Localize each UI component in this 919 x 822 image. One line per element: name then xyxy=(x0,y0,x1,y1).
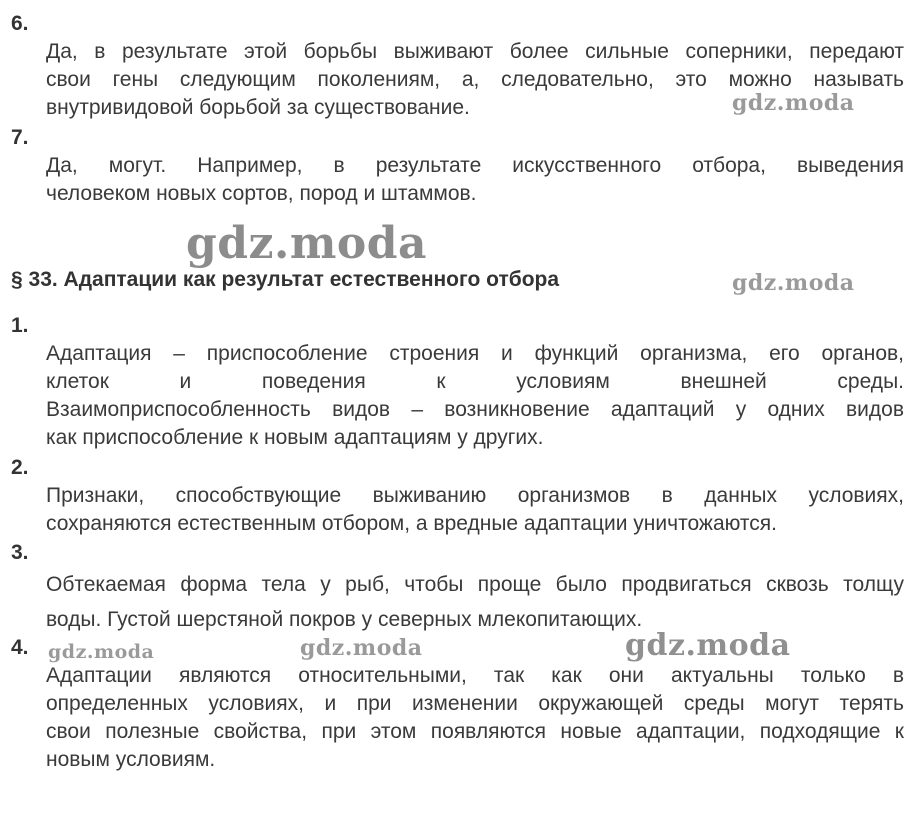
text-line: новым условиям. xyxy=(46,748,216,771)
section-heading: § 33. Адаптации как результат естественного отбора xyxy=(11,268,560,291)
answer-paragraph xyxy=(46,482,904,538)
text-line: внутривидовой борьбой за существование. xyxy=(46,96,470,119)
watermark-logo: gdz.moda xyxy=(48,641,155,663)
answer-paragraph xyxy=(46,152,904,208)
answer-paragraph xyxy=(46,567,904,637)
watermark-logo: gdz.moda xyxy=(625,628,791,663)
answer-paragraph xyxy=(46,340,904,452)
text-line: Адаптации являются относительными, так как они актуальны только в xyxy=(46,664,904,687)
watermark-logo: gdz.moda xyxy=(732,270,855,296)
item-number: 2. xyxy=(11,456,29,479)
watermark-logo: gdz.moda xyxy=(300,635,423,661)
item-number: 1. xyxy=(11,314,29,337)
text-line: свои полезные свойства, при этом появляются новые адаптации, подходящие к xyxy=(46,720,904,743)
item-number: 3. xyxy=(11,541,29,564)
text-line: воды. Густой шерстяной покров у северных млекопитающих. xyxy=(46,608,643,631)
text-line: Да, могут. Например, в результате искусственного отбора, выведения xyxy=(46,154,904,177)
item-number: 4. xyxy=(11,636,29,659)
watermark-logo: gdz.moda xyxy=(732,90,855,116)
text-line: сохраняются естественным отбором, а вредные адаптации уничтожаются. xyxy=(46,512,778,535)
text-line: Взаимоприспособленность видов – возникновение адаптаций у одних видов xyxy=(46,398,904,421)
text-line: Адаптация – приспособление строения и функций организма, его органов, xyxy=(46,342,904,365)
text-line: как приспособление к новым адаптациям у других. xyxy=(46,426,544,449)
watermark-logo: gdz.moda xyxy=(186,218,428,269)
text-line: свои гены следующим поколениям, а, следовательно, это можно называть xyxy=(46,68,904,91)
text-line: клеток и поведения к условиям внешней среды. xyxy=(46,370,904,393)
text-line: определенных условиях, и при изменении окружающей среды могут терять xyxy=(46,692,904,715)
text-line: Обтекаемая форма тела у рыб, чтобы проще было продвигаться сквозь толщу xyxy=(46,573,904,596)
item-number: 6. xyxy=(11,12,29,35)
answer-paragraph xyxy=(46,662,904,774)
text-line: человеком новых сортов, пород и штаммов. xyxy=(46,182,477,205)
text-line: Признаки, способствующие выживанию организмов в данных условиях, xyxy=(46,484,904,507)
text-line: Да, в результате этой борьбы выживают более сильные соперники, передают xyxy=(46,40,904,63)
item-number: 7. xyxy=(11,126,29,149)
